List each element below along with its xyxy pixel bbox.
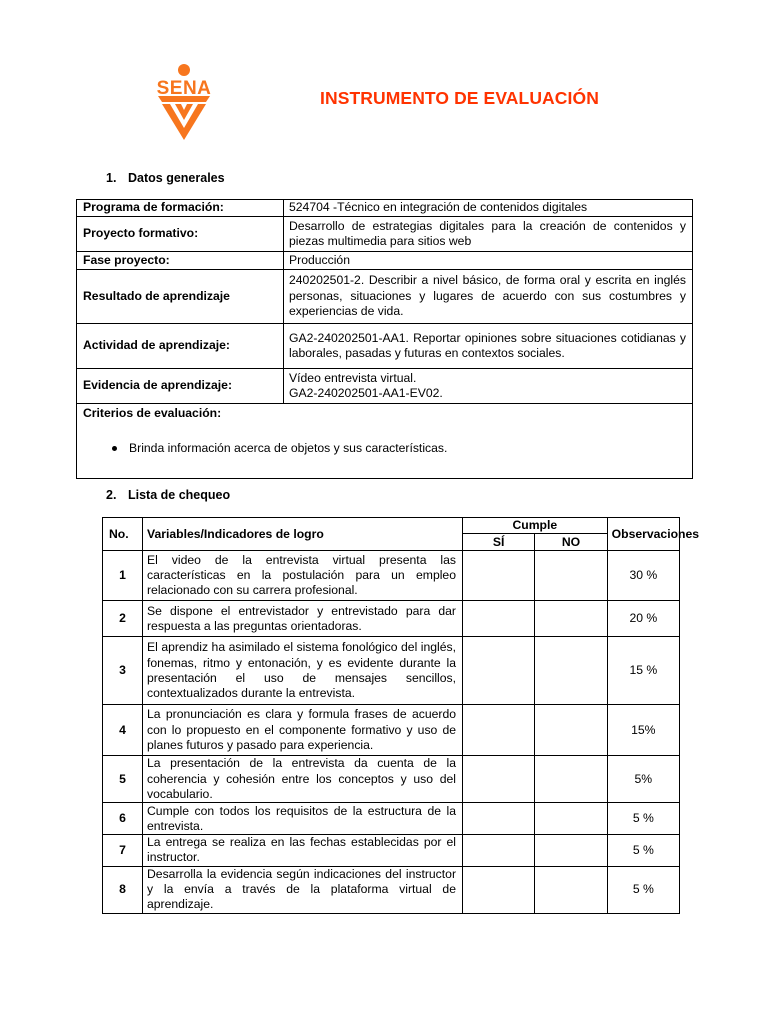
row-number: 7 xyxy=(103,835,143,866)
table-row xyxy=(77,217,693,252)
header-si: SÍ xyxy=(463,534,535,551)
checklist-table xyxy=(102,517,700,914)
proyecto-label: Proyecto formativo: xyxy=(77,217,284,252)
row-observation: 15% xyxy=(607,705,679,756)
section-title: Datos generales xyxy=(128,171,225,185)
criterios-cell xyxy=(77,404,693,479)
si-cell[interactable] xyxy=(463,705,535,756)
list-item: Brinda información acerca de objetos y sus características. xyxy=(83,441,686,457)
table-row xyxy=(77,252,693,270)
table-row xyxy=(103,866,680,913)
table-row xyxy=(103,601,680,637)
document-title: INSTRUMENTO DE EVALUACIÓN xyxy=(320,88,599,108)
resultado-value: 240202501-2. Describir a nivel básico, de forma oral y escrita en inglés personas, situaciones y lugares de acuerdo con sus costumbres y experiencias de vida. xyxy=(284,270,693,324)
row-indicator: El aprendiz ha asimilado el sistema fonológico del inglés, fonemas, ritmo y entonación, y es evidente durante la presentación el uso de mensajes sencillos, contextualizados durante la entrevista. xyxy=(143,637,463,705)
si-cell[interactable] xyxy=(463,803,535,835)
row-indicator: Se dispone el entrevistador y entrevistado para dar respuesta a las preguntas orientadoras. xyxy=(143,601,463,637)
header-variables: Variables/Indicadores de logro xyxy=(143,518,463,551)
row-number: 2 xyxy=(103,601,143,637)
no-cell[interactable] xyxy=(535,803,607,835)
no-cell[interactable] xyxy=(535,835,607,866)
programa-label: Programa de formación: xyxy=(77,200,284,217)
evidencia-value-line: GA2-240202501-AA1-EV02. xyxy=(289,386,443,400)
si-cell[interactable] xyxy=(463,601,535,637)
logo-text: SENA xyxy=(156,78,212,99)
si-cell[interactable] xyxy=(463,551,535,601)
criterios-list xyxy=(83,441,686,457)
no-cell[interactable] xyxy=(535,551,607,601)
si-cell[interactable] xyxy=(463,637,535,705)
row-number: 8 xyxy=(103,866,143,913)
row-observation: 5% xyxy=(607,756,679,803)
row-indicator: El video de la entrevista virtual presenta las características en la postulación para un empleo relacionado con su carrera profesional. xyxy=(143,551,463,601)
table-row xyxy=(77,404,693,479)
header-no-col: NO xyxy=(535,534,607,551)
table-row xyxy=(77,369,693,404)
row-observation: 15 % xyxy=(607,637,679,705)
no-cell[interactable] xyxy=(535,637,607,705)
evidencia-value-line: Vídeo entrevista virtual. xyxy=(289,370,417,385)
table-row xyxy=(77,200,693,217)
row-indicator: Cumple con todos los requisitos de la estructura de la entrevista. xyxy=(143,803,463,835)
fase-value: Producción xyxy=(284,252,693,270)
header-row xyxy=(103,518,680,534)
row-observation: 5 % xyxy=(607,835,679,866)
row-observation: 5 % xyxy=(607,803,679,835)
row-indicator: La pronunciación es clara y formula frases de acuerdo con lo propuesto en el componente formativo y uso de planes futuros y pasado para experiencia. xyxy=(143,705,463,756)
section-heading-lista-chequeo xyxy=(106,488,230,502)
table-row xyxy=(77,270,693,324)
fase-label: Fase proyecto: xyxy=(77,252,284,270)
criterios-label: Criterios de evaluación: xyxy=(83,406,222,420)
no-cell[interactable] xyxy=(535,866,607,913)
row-observation: 5 % xyxy=(607,866,679,913)
sena-logo xyxy=(148,62,220,142)
section-number: 1. xyxy=(106,171,117,185)
row-number: 3 xyxy=(103,637,143,705)
si-cell[interactable] xyxy=(463,835,535,866)
table-row xyxy=(103,705,680,756)
actividad-label: Actividad de aprendizaje: xyxy=(77,324,284,369)
table-row xyxy=(103,756,680,803)
table-row xyxy=(103,551,680,601)
row-number: 4 xyxy=(103,705,143,756)
actividad-value: GA2-240202501-AA1. Reportar opiniones sobre situaciones cotidianas y laborales, pasadas y futuras en contextos sociales. xyxy=(284,324,693,369)
row-number: 6 xyxy=(103,803,143,835)
proyecto-value: Desarrollo de estrategias digitales para la creación de contenidos y piezas multimedia para sitios web xyxy=(284,217,693,252)
section-number: 2. xyxy=(106,488,117,502)
table-row xyxy=(103,803,680,835)
row-observation: 30 % xyxy=(607,551,679,601)
si-cell[interactable] xyxy=(463,756,535,803)
section-heading-datos-generales xyxy=(106,171,225,185)
evidencia-value xyxy=(284,369,693,404)
table-row xyxy=(77,324,693,369)
table-row xyxy=(103,637,680,705)
row-indicator: Desarrolla la evidencia según indicaciones del instructor y la envía a través de la plataforma virtual de aprendizaje. xyxy=(143,866,463,913)
si-cell[interactable] xyxy=(463,866,535,913)
row-observation: 20 % xyxy=(607,601,679,637)
resultado-label: Resultado de aprendizaje xyxy=(77,270,284,324)
header-no: No. xyxy=(103,518,143,551)
header-observaciones: Observaciones xyxy=(607,518,679,551)
no-cell[interactable] xyxy=(535,756,607,803)
header-cumple: Cumple xyxy=(463,518,608,534)
general-data-table xyxy=(76,199,693,479)
no-cell[interactable] xyxy=(535,705,607,756)
no-cell[interactable] xyxy=(535,601,607,637)
row-indicator: La entrega se realiza en las fechas establecidas por el instructor. xyxy=(143,835,463,866)
row-number: 1 xyxy=(103,551,143,601)
row-indicator: La presentación de la entrevista da cuenta de la coherencia y cohesión entre los conceptos y uso del vocabulario. xyxy=(143,756,463,803)
section-title: Lista de chequeo xyxy=(128,488,231,502)
row-number: 5 xyxy=(103,756,143,803)
evidencia-label: Evidencia de aprendizaje: xyxy=(77,369,284,404)
programa-value: 524704 -Técnico en integración de contenidos digitales xyxy=(284,200,693,217)
table-row xyxy=(103,835,680,866)
